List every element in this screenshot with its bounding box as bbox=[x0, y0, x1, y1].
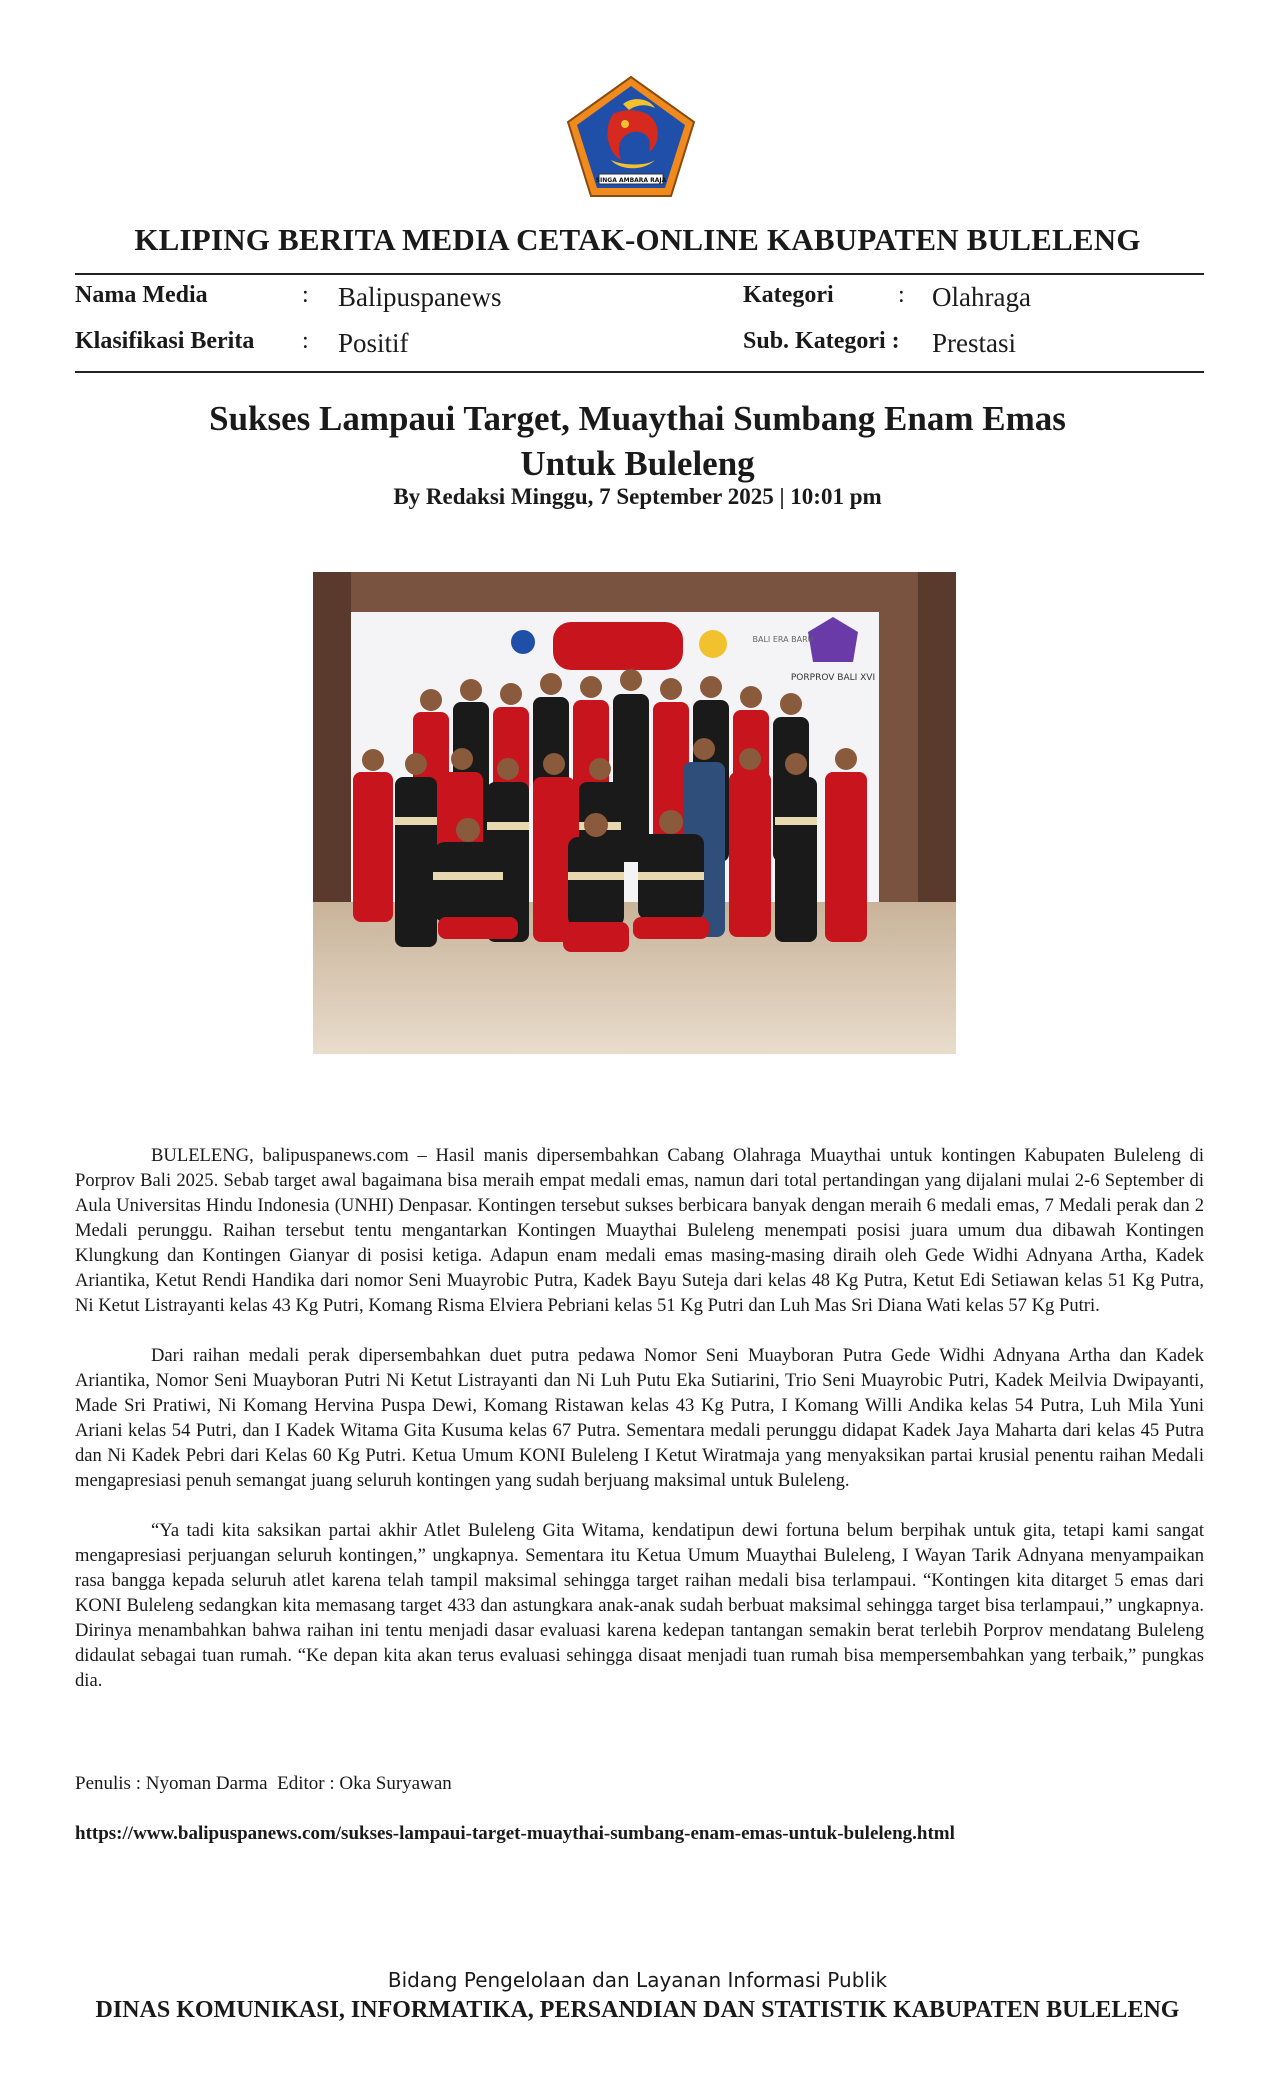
article-title-line1: Sukses Lampaui Target, Muaythai Sumbang Enam Emas bbox=[209, 399, 1066, 438]
article-body bbox=[75, 1143, 1204, 1718]
article-title-line2: Untuk Buleleng bbox=[520, 444, 755, 483]
footer-title: DINAS KOMUNIKASI, INFORMATIKA, PERSANDIAN DAN STATISTIK KABUPATEN BULELENG bbox=[95, 1997, 1180, 2023]
klasifikasi-value: Positif bbox=[338, 328, 409, 358]
article-title bbox=[0, 396, 1275, 486]
divider-bottom bbox=[75, 371, 1204, 373]
media-colon: : bbox=[302, 282, 309, 308]
source-url[interactable]: https://www.balipuspanews.com/sukses-lampaui-target-muaythai-sumbang-enam-emas-untuk-buleleng.html bbox=[75, 1823, 955, 1844]
buleleng-logo bbox=[563, 74, 699, 200]
kategori-label: Kategori bbox=[743, 282, 834, 308]
banner-text: PORPROV BALI XVI bbox=[790, 673, 876, 683]
media-label: Nama Media bbox=[75, 282, 208, 308]
subkategori-value: Prestasi bbox=[932, 328, 1016, 358]
klasifikasi-label: Klasifikasi Berita bbox=[75, 328, 255, 354]
banner-sub: BALI ERA BARU bbox=[752, 635, 814, 644]
footer-subtitle: Bidang Pengelolaan dan Layanan Informasi Publik bbox=[387, 1968, 888, 1992]
team-photo-illustration bbox=[313, 572, 956, 1054]
divider-top bbox=[75, 273, 1204, 275]
article-credits: Penulis : Nyoman Darma Editor : Oka Suryawan bbox=[75, 1773, 452, 1794]
klasifikasi-colon: : bbox=[302, 328, 309, 354]
article-byline: By Redaksi Minggu, 7 September 2025 | 10:01 pm bbox=[393, 484, 882, 509]
article-paragraph-2: Dari raihan medali perak dipersembahkan duet putra pedawa Nomor Seni Muayboran Putra Gede Widhi Adnyana Artha dan Kadek Ariantika, Nomor Seni Muayboran Putri Ni Ketut Listrayanti dan Ni Luh Putu Eka Sutiarini, Trio Seni Muayrobic Putri, Kadek Meilvia Dwipayanti, Made Sri Pratiwi, Ni Komang Hervina Puspa Dewi, Komang Ristawan kelas 43 Kg Putra, I Komang Willi Andika kelas 54 Putra, Luh Mila Yuni Ariani kelas 54 Putri, dan I Kadek Witama Gita Kusuma kelas 67 Putra. Sementara medali perunggu didapat Kadek Jaya Maharta dari kelas 45 Putra dan Ni Kadek Pebri dari Kelas 60 Kg Putri. Ketua Umum KONI Buleleng I Ketut Wiratmaja yang menyaksikan partai krusial penentu raihan Medali mengapresiasi penuh semangat juang seluruh kontingen yang sudah berjuang maksimal untuk Buleleng. bbox=[75, 1345, 1204, 1491]
subkategori-label: Sub. Kategori : bbox=[743, 328, 900, 354]
article-paragraph-1: BULELENG, balipuspanews.com – Hasil manis dipersembahkan Cabang Olahraga Muaythai untuk kontingen Kabupaten Buleleng di Porprov Bali 2025. Sebab target awal bagaimana bisa meraih empat medali emas, namun dari total pertandingan yang dijalani mulai 2-6 September di Aula Universitas Hindu Indonesia (UNHI) Denpasar. Kontingen tersebut sukses berbicara banyak dengan meraih 6 medali emas, 7 Medali perak dan 2 Medali perunggu. Raihan tersebut tentu mengantarkan Kontingen Muaythai Buleleng menempati posisi juara umum dua dibawah Kontingen Klungkung dan Kontingen Gianyar di posisi ketiga. Adapun enam medali emas masing-masing diraih oleh Gede Widhi Adnyana Artha, Kadek Ariantika, Ketut Rendi Handika dari nomor Seni Muayrobic Putra, Kadek Bayu Suteja dari kelas 48 Kg Putra, Ketut Edi Setiawan kelas 51 Kg Putra, Ni Ketut Listrayanti kelas 43 Kg Putri, Komang Risma Elviera Pebriani kelas 51 Kg Putri dan Luh Mas Sri Diana Wati kelas 57 Kg Putri. bbox=[75, 1145, 1204, 1316]
kategori-colon: : bbox=[898, 282, 905, 308]
article-paragraph-3: “Ya tadi kita saksikan partai akhir Atlet Buleleng Gita Witama, kendatipun dewi fortuna belum berpihak untuk gita, tetapi kami sangat mengapresiasi perjuangan seluruh kontingen,” ungkapnya. Sementara itu Ketua Umum Muaythai Buleleng, I Wayan Tarik Adnyana menyampaikan rasa bangga kepada seluruh atlet karena telah tampil maksimal sehingga target raihan medali bisa terlampaui. “Kontingen kita ditarget 5 emas dari KONI Buleleng sedangkan kita memasang target 433 dan astungkara anak-anak sudah berbuat maksimal sehingga target bisa terlampaui,” ungkapnya. Dirinya menambahkan bahwa raihan ini tentu menjadi dasar evaluasi karena kedepan tantangan semakin berat terlebih Porprov mendatang Buleleng didaulat sebagai tuan rumah. “Ke depan kita akan terus evaluasi sehingga disaat menjadi tuan rumah bisa mempersembahkan yang terbaik,” pungkas dia. bbox=[75, 1520, 1204, 1691]
logo-motto: SINGA AMBARA RAJA bbox=[595, 177, 667, 184]
page-title: KLIPING BERITA MEDIA CETAK-ONLINE KABUPATEN BULELENG bbox=[134, 222, 1141, 257]
kategori-value: Olahraga bbox=[932, 282, 1031, 312]
article-photo bbox=[313, 572, 956, 1054]
media-value: Balipuspanews bbox=[338, 282, 502, 312]
